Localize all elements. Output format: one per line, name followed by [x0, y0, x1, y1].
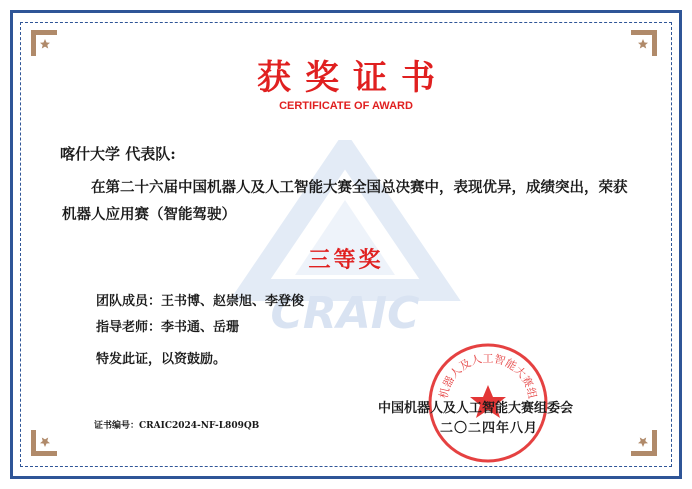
corner-ornament-bottom-right	[631, 430, 657, 456]
corner-ornament-bottom-left	[31, 430, 57, 456]
seal-text: 机器人及人工智能大赛组	[437, 352, 539, 400]
certificate-number: 证书编号：CRAIC2024-NF-L809QB	[94, 421, 260, 431]
recipient-name: 喀什大学 代表队:	[60, 145, 176, 163]
organizer: 中国机器人及人工智能大赛组委会	[378, 401, 574, 416]
certificate-subtitle: CERTIFICATE OF AWARD	[279, 100, 413, 112]
advisors: 指导老师：李书通、岳珊	[96, 320, 240, 335]
award-level: 三等奖	[308, 247, 384, 273]
watermark-text: CRAIC	[270, 288, 420, 339]
award-description: 在第二十六届中国机器人及人工智能大赛全国总决赛中，表现优异，成绩突出，荣获 机器人应用赛（智能驾驶）	[62, 179, 628, 223]
closing-statement: 特发此证，以资鼓励。	[96, 352, 227, 367]
certificate-title: 获奖证书	[257, 58, 449, 98]
craic-watermark-logo	[225, 140, 465, 340]
issue-date: 二〇二四年八月	[440, 421, 539, 436]
team-members: 团队成员：王书博、赵崇旭、李登俊	[96, 294, 305, 309]
